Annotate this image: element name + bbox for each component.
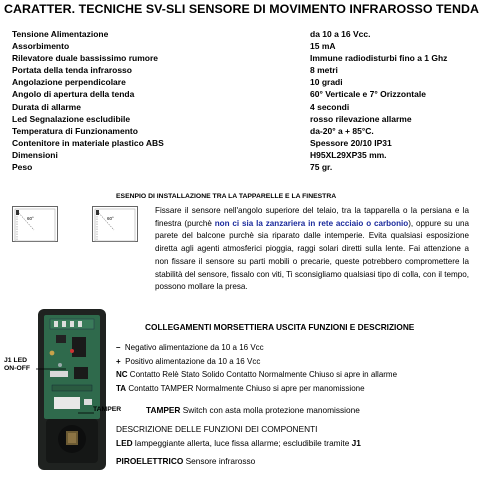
sensor-device-image <box>36 307 108 472</box>
spec-value: rosso rilevazione allarme <box>310 113 412 124</box>
spec-value: da-20° a + 85°C. <box>310 125 374 136</box>
spec-value: da 10 a 16 Vcc. <box>310 29 371 39</box>
spec-row <box>12 40 472 52</box>
spec-value: Spessore 20/10 IP31 <box>310 137 392 148</box>
spec-row <box>12 149 472 161</box>
page-title: CARATTER. TECNICHE SV-SLI SENSORE DI MOVIMENTO INFRAROSSO TENDA <box>4 2 479 16</box>
spec-label: Led Segnalazione escludibile <box>12 113 131 124</box>
functions-heading: DESCRIZIONE DELLE FUNZIONI DEI COMPONENTI <box>116 424 318 434</box>
spec-row <box>12 161 472 173</box>
spec-label: Peso <box>12 162 33 173</box>
spec-label: Assorbimento <box>12 41 70 52</box>
installation-example-title: ESENPIO DI INSTALLAZIONE TRA LA TAPPARELLE E LA FINESTRA <box>116 193 337 200</box>
spec-label: Portata della tenda infrarosso <box>12 65 132 76</box>
wiring-code: NC <box>116 370 128 379</box>
tamper-description <box>146 405 360 415</box>
spec-label: Temperatura di Funzionamento <box>12 125 138 136</box>
spec-row <box>12 113 472 125</box>
spec-row <box>12 125 472 137</box>
wiring-negative <box>116 343 264 352</box>
callout-led-line1: J1 LED <box>4 357 28 364</box>
installation-paragraph <box>155 205 469 294</box>
spec-label: Tensione Alimentazione <box>12 29 109 39</box>
spec-value: 10 gradi <box>310 77 343 88</box>
wiring-positive <box>116 357 260 366</box>
spec-row <box>12 101 472 113</box>
callout-led-line2: ON-OFF <box>4 365 31 372</box>
wiring-text: Contatto TAMPER Normalmente Chiuso si apre per manomissione <box>128 384 365 393</box>
spec-label: Rilevatore duale bassissimo rumore <box>12 53 158 64</box>
function-piro <box>116 456 255 466</box>
spec-value: H95XL29XP35 mm. <box>310 149 387 160</box>
wiring-code: + <box>116 357 121 366</box>
spec-row <box>12 52 472 64</box>
callout-led-line <box>36 364 66 374</box>
function-piro-text: Sensore infrarosso <box>183 456 256 466</box>
wiring-text: Negativo alimentazione da 10 a 16 Vcc <box>124 343 264 352</box>
wiring-code: TA <box>116 384 127 393</box>
wiring-ta <box>116 384 365 393</box>
spec-row <box>12 76 472 88</box>
callout-led <box>4 357 30 373</box>
spec-value: 60° Verticale e 7° Orizzontale <box>310 89 426 100</box>
spec-row <box>12 88 472 100</box>
spec-value: Immune radiodisturbi fino a 1 Ghz <box>310 53 448 64</box>
spec-row <box>12 64 472 76</box>
spec-label: Angolo di apertura della tenda <box>12 89 135 100</box>
spec-value: 15 mA <box>310 41 336 52</box>
wiring-nc <box>116 370 397 379</box>
callout-tamper-line <box>78 410 94 416</box>
function-piro-label: PIROELETTRICO <box>116 456 184 466</box>
paragraph-highlight: non ci sia la zanzariera in rete acciaio o carbonio <box>214 218 409 228</box>
figure-angle-label: 60° <box>107 216 114 221</box>
function-led-label: LED <box>116 438 133 448</box>
tamper-label: TAMPER <box>146 405 181 415</box>
wiring-text: Positivo alimentazione da 10 a 16 Vcc <box>125 357 261 366</box>
spec-table <box>12 28 472 173</box>
wiring-code: – <box>116 343 121 352</box>
function-led <box>116 438 361 448</box>
spec-label: Durata di allarme <box>12 101 81 112</box>
spec-label: Contenitore in materiale plastico ABS <box>12 137 164 148</box>
installation-figure-left <box>12 206 58 242</box>
function-led-jumper: J1 <box>351 438 361 448</box>
spec-value: 75 gr. <box>310 162 333 173</box>
callout-tamper: TAMPER <box>93 406 122 413</box>
tamper-text: Switch con asta molla protezione manomissione <box>180 405 360 415</box>
spec-value: 8 metri <box>310 65 338 76</box>
spec-label: Angolazione perpendicolare <box>12 77 126 88</box>
figure-angle-label: 60° <box>27 216 34 221</box>
installation-figure-right <box>92 206 138 242</box>
paragraph-text: Fissare il sensore nell'angolo superiore del telaio, tra la tapparella o la persiana e la finestra (purchè <box>155 206 469 228</box>
wiring-text: Contatto Relè Stato Solido Contatto Normalmente Chiuso si apre in allarme <box>129 370 398 379</box>
spec-label: Dimensioni <box>12 149 58 160</box>
spec-row <box>12 137 472 149</box>
spec-row <box>12 28 472 40</box>
paragraph-text: ), oppure su una parete del balcone purchè sia riparato dalle intemperie. Evita qualsiasi esposizione diretta agli agenti atmosferici pioggia, raggi solari diretti sulla lente. Fai attenzione a non fissare il sensore su parti mobili o precarie, queste potrebbero compromettere la stabilità del sensore, fissalo con viti, Ti sconsigliamo qualsiasi tipo di colla, con il tempo, possono mollare la presa. <box>155 218 469 292</box>
function-led-text: lampeggiante allerta, luce fissa allarme; escludibile tramite <box>132 438 352 448</box>
wiring-section-title: COLLEGAMENTI MORSETTIERA USCITA FUNZIONI E DESCRIZIONE <box>145 322 415 332</box>
spec-value: 4 secondi <box>310 101 350 112</box>
